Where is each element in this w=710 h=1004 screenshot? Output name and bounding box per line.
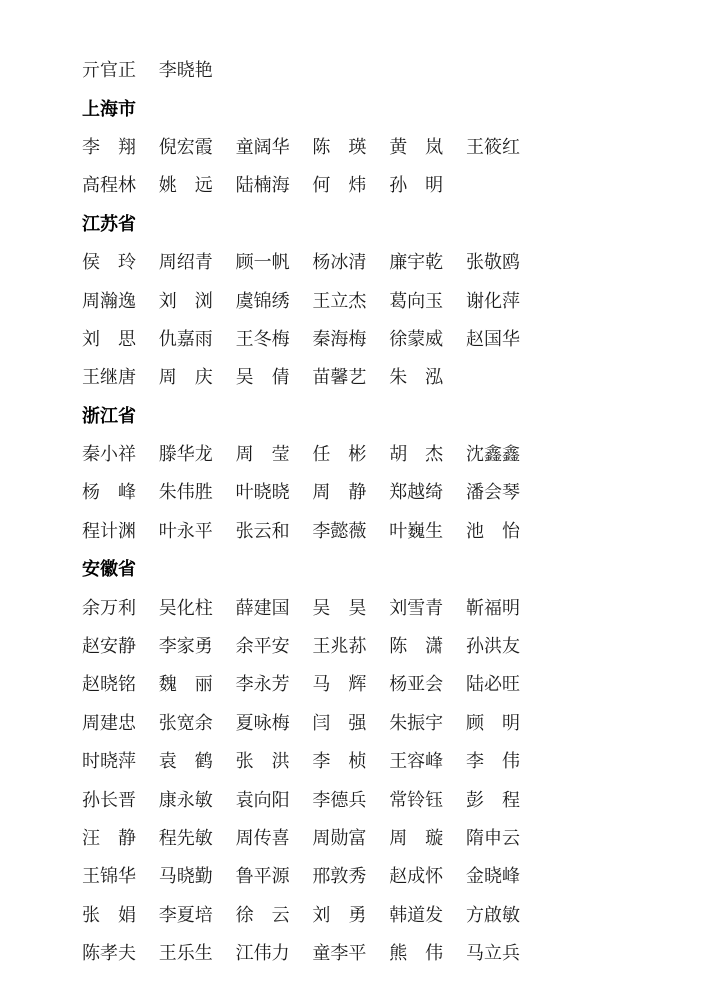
person-name: 李永芳	[235, 674, 290, 696]
person-name: 叶永平	[158, 520, 213, 542]
person-name: 彭 程	[465, 789, 520, 811]
person-name: 周瀚逸	[82, 290, 136, 312]
person-name: 李家勇	[158, 636, 213, 658]
person-name: 李夏培	[158, 904, 213, 926]
province-heading: 上海市	[82, 98, 136, 120]
person-name: 虞锦绣	[235, 290, 290, 312]
person-name: 高程林	[82, 175, 136, 197]
person-name: 赵国华	[465, 328, 520, 350]
person-name: 隋申云	[465, 828, 520, 849]
person-name: 汪 静	[82, 828, 136, 849]
person-name: 袁 鹤	[158, 751, 213, 773]
person-name: 倪宏霞	[158, 136, 213, 158]
person-name: 马 辉	[312, 674, 367, 696]
province-heading: 江苏省	[82, 213, 136, 235]
person-name: 周 静	[312, 482, 367, 504]
person-name: 陈 潇	[389, 636, 444, 658]
person-name: 周传喜	[235, 828, 290, 849]
person-name: 邢敦秀	[312, 866, 367, 888]
person-name: 张敬鸥	[465, 252, 520, 274]
person-name: 程计渊	[82, 520, 136, 542]
person-name: 马立兵	[465, 943, 520, 965]
person-name: 葛向玉	[389, 290, 444, 312]
person-name: 孙长晋	[82, 789, 136, 811]
person-name: 李 翔	[82, 136, 136, 158]
person-name: 鲁平源	[235, 866, 290, 888]
person-name: 朱伟胜	[158, 482, 213, 504]
person-name: 陆必旺	[465, 674, 520, 696]
person-name: 秦海梅	[312, 328, 367, 350]
person-name: 徐蒙威	[389, 328, 444, 350]
person-name: 池 怡	[465, 520, 520, 542]
name-row	[82, 856, 542, 894]
name-row	[82, 933, 542, 971]
person-name: 苗馨艺	[312, 367, 367, 389]
person-name: 王锦华	[82, 866, 136, 888]
person-name: 李懿薇	[312, 520, 367, 542]
person-name: 王继唐	[82, 367, 136, 389]
person-name: 李 桢	[312, 751, 367, 773]
name-row	[82, 895, 542, 933]
person-name: 张 洪	[235, 751, 290, 773]
person-name: 李晓艳	[158, 60, 213, 82]
name-row	[82, 434, 542, 472]
person-name: 周绍青	[158, 252, 213, 274]
person-name: 孙 明	[389, 175, 444, 197]
person-name: 任 彬	[312, 444, 367, 466]
name-row	[82, 741, 542, 779]
person-name: 程先敏	[158, 828, 213, 849]
person-name: 周 庆	[158, 367, 213, 389]
person-name: 余万利	[82, 597, 136, 619]
person-name: 江伟力	[235, 943, 290, 965]
person-name: 王兆荪	[312, 636, 367, 658]
person-name: 王容峰	[389, 751, 444, 773]
person-name: 顾 明	[465, 712, 520, 734]
person-name: 何 炜	[312, 175, 367, 197]
person-name: 陆楠海	[235, 175, 290, 197]
person-name: 朱振宇	[389, 712, 444, 734]
person-name: 侯 玲	[82, 252, 136, 274]
person-name: 王筱红	[465, 136, 520, 158]
person-name: 周 璇	[389, 828, 444, 849]
person-name: 童李平	[312, 943, 367, 965]
province-heading: 浙江省	[82, 405, 136, 427]
person-name: 秦小祥	[82, 444, 136, 466]
person-name: 仇嘉雨	[158, 328, 213, 350]
person-name: 金晓峰	[465, 866, 520, 888]
person-name: 刘雪青	[389, 597, 444, 619]
person-name: 靳福明	[465, 597, 520, 619]
person-name: 廉宇乾	[389, 252, 444, 274]
person-name: 魏 丽	[158, 674, 213, 696]
person-name: 周 莹	[235, 444, 290, 466]
person-name: 杨亚会	[389, 674, 444, 696]
person-name: 胡 杰	[389, 444, 444, 466]
person-name: 赵安静	[82, 636, 136, 658]
person-name: 周建忠	[82, 712, 136, 734]
person-name: 滕华龙	[158, 444, 213, 466]
name-row	[82, 319, 542, 357]
person-name: 张云和	[235, 520, 290, 542]
name-row	[82, 511, 542, 549]
name-row	[82, 818, 542, 856]
name-row	[82, 280, 542, 318]
person-name: 徐 云	[235, 904, 290, 926]
person-name: 叶晓晓	[235, 482, 290, 504]
person-name: 余平安	[235, 636, 290, 658]
person-name: 王乐生	[158, 943, 213, 965]
person-name: 李德兵	[312, 789, 367, 811]
person-name: 孙洪友	[465, 636, 520, 658]
name-row	[82, 127, 542, 165]
person-name: 赵成怀	[389, 866, 444, 888]
name-row	[82, 50, 542, 88]
person-name: 方啟敏	[465, 904, 520, 926]
person-name: 时晓萍	[82, 751, 136, 773]
person-name: 张宽余	[158, 712, 213, 734]
person-name: 常铃钰	[389, 789, 444, 811]
person-name: 叶巍生	[389, 520, 444, 542]
person-name: 杨冰清	[312, 252, 367, 274]
name-row	[82, 664, 542, 702]
name-row	[82, 779, 542, 817]
person-name: 闫 强	[312, 712, 367, 734]
name-row	[82, 242, 542, 280]
person-name: 马晓勤	[158, 866, 213, 888]
person-name: 韩道发	[389, 904, 444, 926]
person-name: 赵晓铭	[82, 674, 136, 696]
person-name: 沈鑫鑫	[465, 444, 520, 466]
person-name: 姚 远	[158, 175, 213, 197]
person-name: 王立杰	[312, 290, 367, 312]
person-name: 李 伟	[465, 751, 520, 773]
person-name: 潘会琴	[465, 482, 520, 504]
person-name: 黄 岚	[389, 136, 444, 158]
name-row	[82, 165, 542, 203]
person-name: 吴化柱	[158, 597, 213, 619]
name-row	[82, 703, 542, 741]
person-name: 谢化萍	[465, 290, 520, 312]
person-name: 杨 峰	[82, 482, 136, 504]
person-name: 夏咏梅	[235, 712, 290, 734]
name-list-document	[82, 50, 542, 971]
person-name: 吴 倩	[235, 367, 290, 389]
person-name: 刘 思	[82, 328, 136, 350]
person-name: 周勋富	[312, 828, 367, 849]
name-row	[82, 357, 542, 395]
person-name: 张 娟	[82, 904, 136, 926]
person-name: 陈 瑛	[312, 136, 367, 158]
name-row	[82, 587, 542, 625]
person-name: 王冬梅	[235, 328, 290, 350]
person-name: 康永敏	[158, 789, 213, 811]
person-name: 陈孝夫	[82, 943, 136, 965]
person-name: 童阔华	[235, 136, 290, 158]
person-name: 薛建国	[235, 597, 290, 619]
person-name: 顾一帆	[235, 252, 290, 274]
person-name: 吴 昊	[312, 597, 367, 619]
person-name: 郑越绮	[389, 482, 444, 504]
name-row	[82, 626, 542, 664]
person-name: 熊 伟	[389, 943, 444, 965]
person-name: 亓官正	[82, 60, 136, 82]
person-name: 刘 浏	[158, 290, 213, 312]
name-row	[82, 472, 542, 510]
province-heading: 安徽省	[82, 559, 136, 581]
person-name: 刘 勇	[312, 904, 367, 926]
person-name: 袁向阳	[235, 789, 290, 811]
person-name: 朱 泓	[389, 367, 444, 389]
